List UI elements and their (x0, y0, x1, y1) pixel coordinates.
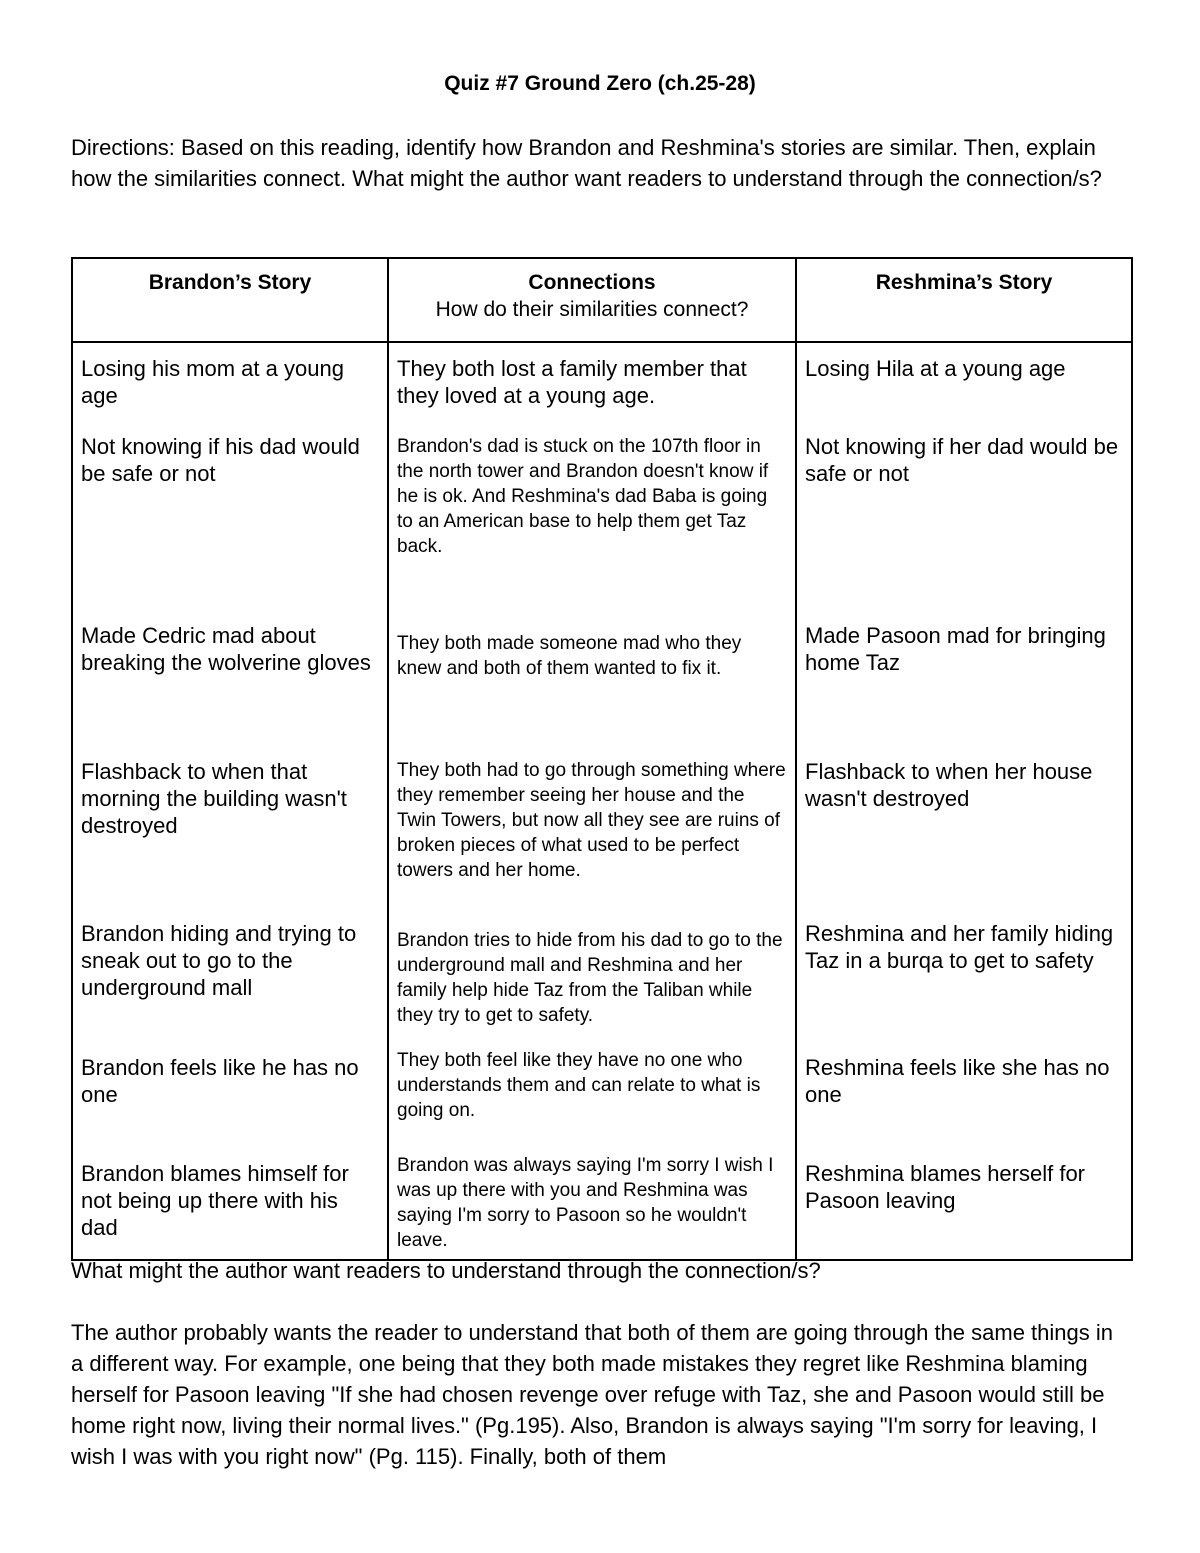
brandon-cell: Brandon hiding and trying to sneak out to go to the underground mall (72, 910, 388, 1044)
header-connections-label: Connections (528, 271, 656, 294)
connection-cell: Brandon's dad is stuck on the 107th floor in the north tower and Brandon doesn't know if he is ok. And Reshmina's dad Baba is going to an American base to help them get Taz back. (388, 422, 796, 612)
directions-text: Directions: Based on this reading, identify how Brandon and Reshmina's stories are similar. Then, explain how the similarities connect. What might the author want readers to understand through the connection/s? (71, 135, 1102, 191)
reflection-question: What might the author want readers to understand through the connection/s? (71, 1258, 821, 1283)
header-reshminas-story-label: Reshmina’s Story (875, 271, 1053, 294)
header-brandons-story-label: Brandon’s Story (148, 271, 312, 294)
connection-cell: They both lost a family member that they loved at a young age. (388, 342, 796, 422)
table-row (72, 422, 1132, 612)
brandon-cell: Not knowing if his dad would be safe or not (72, 422, 388, 612)
table-header-row (72, 258, 1132, 342)
reshmina-cell: Reshmina and her family hiding Taz in a burqa to get to safety (796, 910, 1132, 1044)
brandon-cell: Brandon feels like he has no one (72, 1044, 388, 1150)
table-row (72, 748, 1132, 910)
reshmina-cell: Made Pasoon mad for bringing home Taz (796, 612, 1132, 748)
brandon-cell: Made Cedric mad about breaking the wolverine gloves (72, 612, 388, 748)
reshmina-cell: Losing Hila at a young age (796, 342, 1132, 422)
header-brandons-story (72, 258, 388, 342)
table-row (72, 612, 1132, 748)
comparison-table (71, 257, 1133, 1261)
header-connections (388, 258, 796, 342)
header-reshminas-story (796, 258, 1132, 342)
connection-cell: Brandon was always saying I'm sorry I wish I was up there with you and Reshmina was saying I'm sorry to Pasoon so he wouldn't leave. (388, 1150, 796, 1260)
reshmina-cell: Reshmina feels like she has no one (796, 1044, 1132, 1150)
connection-cell: They both feel like they have no one who understands them and can relate to what is going on. (388, 1044, 796, 1150)
table-row (72, 910, 1132, 1044)
connection-cell: They both made someone mad who they knew and both of them wanted to fix it. (388, 612, 796, 748)
table-row (72, 1044, 1132, 1150)
brandon-cell: Losing his mom at a young age (72, 342, 388, 422)
reshmina-cell: Reshmina blames herself for Pasoon leaving (796, 1150, 1132, 1260)
table-row (72, 342, 1132, 422)
connection-cell: Brandon tries to hide from his dad to go to the underground mall and Reshmina and her family help hide Taz from the Taliban while they try to get to safety. (388, 910, 796, 1044)
reshmina-cell: Not knowing if her dad would be safe or not (796, 422, 1132, 612)
reflection-answer: The author probably wants the reader to understand that both of them are going through the same things in a different way. For example, one being that they both made mistakes they regret like Reshmina blaming herself for Pasoon leaving "If she had chosen revenge over refuge with Taz, she and Pasoon would still be home right now, living their normal lives." (Pg.195). Also, Brandon is always saying "I'm sorry for leaving, I wish I was with you right now" (Pg. 115). Finally, both of them (71, 1320, 1114, 1469)
brandon-cell: Brandon blames himself for not being up there with his dad (72, 1150, 388, 1260)
brandon-cell: Flashback to when that morning the building wasn't destroyed (72, 748, 388, 910)
page-title: Quiz #7 Ground Zero (ch.25-28) (444, 72, 756, 95)
header-connections-subtitle: How do their similarities connect? (435, 298, 749, 321)
table-row (72, 1150, 1132, 1260)
connection-cell: They both had to go through something where they remember seeing her house and the Twin Towers, but now all they see are ruins of broken pieces of what used to be perfect towers and her home. (388, 748, 796, 910)
reshmina-cell: Flashback to when her house wasn't destroyed (796, 748, 1132, 910)
